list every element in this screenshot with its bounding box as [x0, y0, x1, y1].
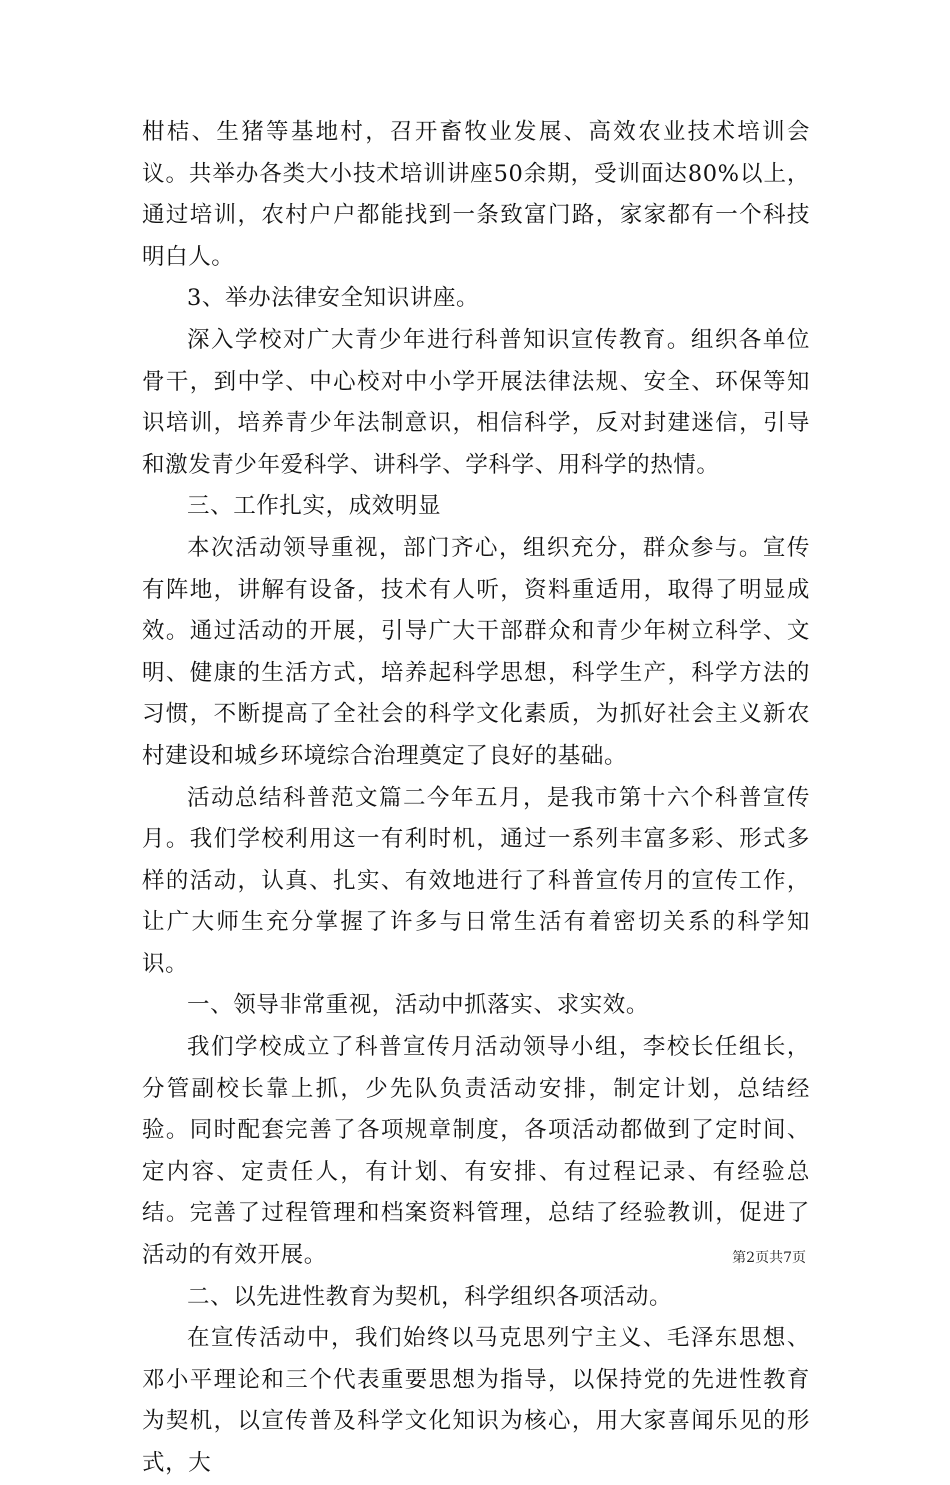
section-heading-2: 二、以先进性教育为契机，科学组织各项活动。: [187, 1283, 673, 1310]
section-heading-1: 一、领导非常重视，活动中抓落实、求实效。: [187, 992, 650, 1019]
paragraph-5: 本次活动领导重视，部门齐心，组织充分，群众参与。宣传有阵地，讲解有设备，技术有人听，资料重适用，取得了明显成效。通过活动的开展，引导广大干部群众和青少年树立科学、文明、健康的生活方式，培养起科学思想，科学生产，科学方法的习惯，不断提高了全社会的科学文化素质，为抓好社会主义新农村建设和城乡环境综合治理奠定了良好的基础。: [142, 534, 810, 769]
paragraph-2: 3、举办法律安全知识讲座。: [187, 285, 480, 312]
paragraph-8: 我们学校成立了科普宣传月活动领导小组，李校长任组长，分管副校长靠上抓，少先队负责活动安排，制定计划，总结经验。同时配套完善了各项规章制度，各项活动都做到了定时间、定内容、定责任人，有计划、有安排、有过程记录、有经验总结。完善了过程管理和档案资料管理，总结了经验教训，促进了活动的有效开展。: [142, 1034, 810, 1269]
paragraph-6: 活动总结科普范文篇二今年五月，是我市第十六个科普宣传月。我们学校利用这一有利时机，通过一系列丰富多彩、形式多样的活动，认真、扎实、有效地进行了科普宣传月的宣传工作，让广大师生充分掌握了许多与日常生活有着密切关系的科学知识。: [142, 784, 810, 977]
paragraph-3: 深入学校对广大青少年进行科普知识宣传教育。组织各单位骨干，到中学、中心校对中小学开展法律法规、安全、环保等知识培训，培养青少年法制意识，相信科学，反对封建迷信，引导和激发青少年爱科学、讲科学、学科学、用科学的热情。: [142, 326, 810, 478]
paragraph-1: 柑桔、生猪等基地村，召开畜牧业发展、高效农业技术培训会议。共举办各类大小技术培训讲座50余期，受训面达80%以上，通过培训，农村户户都能找到一条致富门路，家家都有一个科技明白人。: [142, 119, 810, 270]
page-number: 第2页共7页: [732, 1250, 806, 1266]
paragraph-10: 在宣传活动中，我们始终以马克思列宁主义、毛泽东思想、邓小平理论和三个代表重要思想为指导，以保持党的先进性教育为契机，以宣传普及科学文化知识为核心，用大家喜闻乐见的形式，大: [142, 1325, 810, 1476]
section-heading-3: 三、工作扎实，成效明显: [187, 493, 442, 520]
document-body: [142, 112, 810, 1485]
